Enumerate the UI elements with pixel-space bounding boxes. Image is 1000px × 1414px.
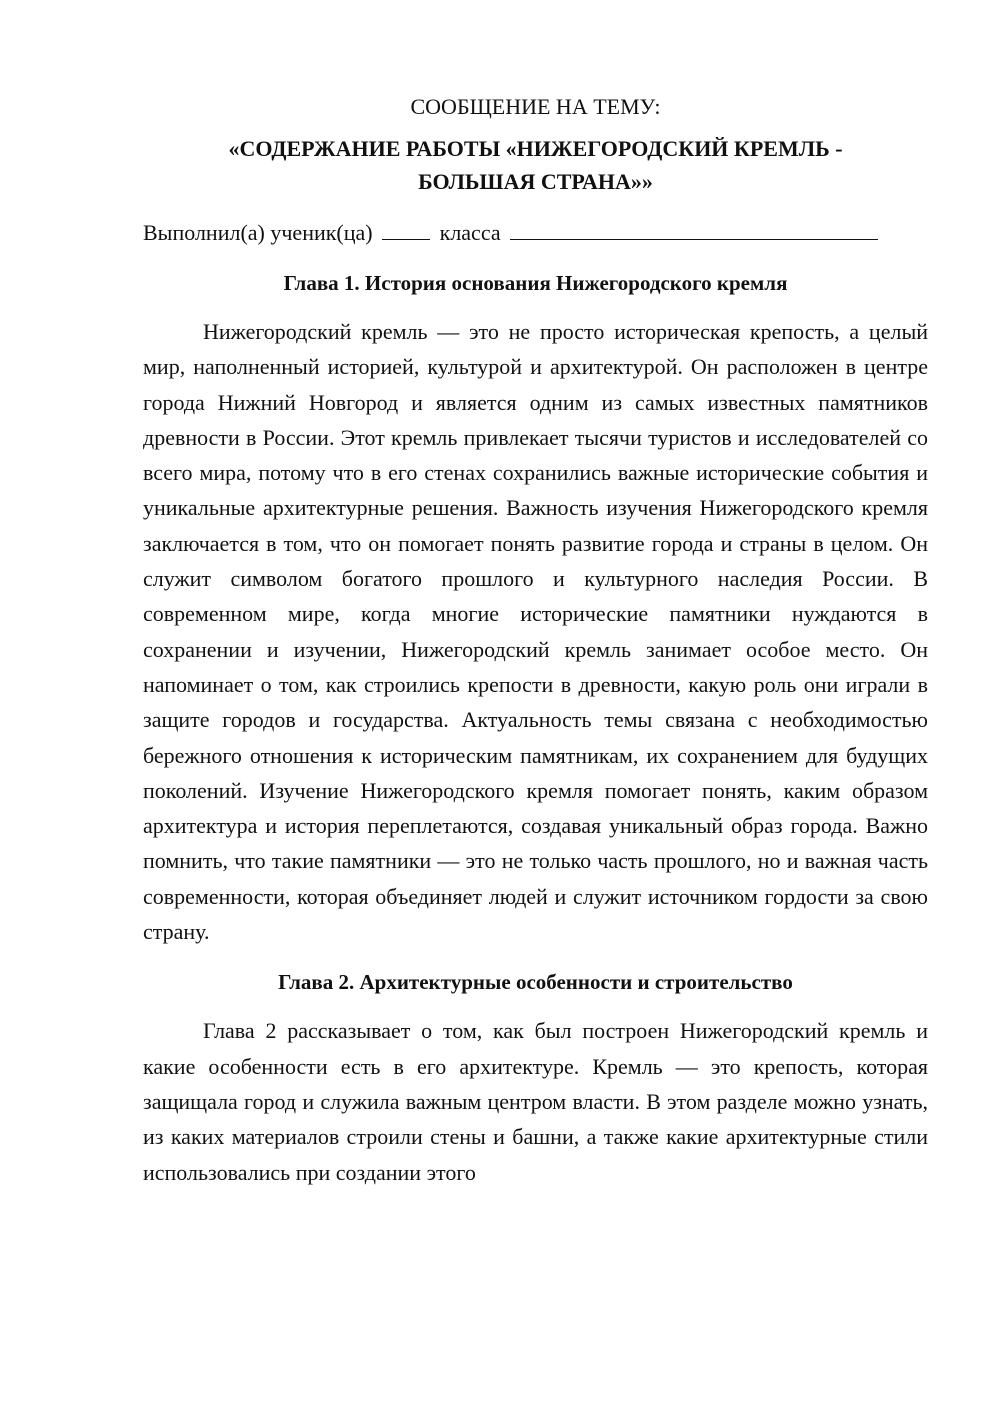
class-blank-field [382,218,430,240]
document-label: СООБЩЕНИЕ НА ТЕМУ: [410,94,661,119]
chapter-1-heading: Глава 1. История основания Нижегородского кремля [283,271,788,295]
author-line [143,218,928,248]
document-title [143,132,928,198]
chapter-2-paragraph: Глава 2 рассказывает о том, как был построен Нижегородский кремль и какие особенности есть в его архитектуре. Кремль — это крепость, которая защищала город и служила важным центром власти. В этом разделе можно узнать, из каких материалов строили стены и башни, а также какие архитектурные стили использовались при создании этого [143,1018,928,1185]
name-blank-field [510,218,878,240]
author-prefix: Выполнил(а) ученик(ца) [143,220,373,245]
chapter-1-paragraph: Нижегородский кремль — это не просто историческая крепость, а целый мир, наполненный историей, культурой и архитектурой. Он расположен в центре города Нижний Новгород и является одним из самых известных памятников древности в России. Этот кремль привлекает тысячи туристов и исследователей со всего мира, потому что в его стенах сохранились важные исторические события и уникальные архитектурные решения. Важность изучения Нижегородского кремля заключается в том, что он помогает понять развитие города и страны в целом. Он служит символом богатого прошлого и культурного наследия России. В современном мире, когда многие исторические памятники нуждаются в сохранении и изучении, Нижегородский кремль занимает особое место. Он напоминает о том, как строились крепости в древности, какую роль они играли в защите городов и государства. Актуальность темы связана с необходимостью бережного отношения к историческим памятникам, их сохранением для будущих поколений. Изучение Нижегородского кремля помогает понять, каким образом архитектура и история переплетаются, создавая уникальный образ города. Важно помнить, что такие памятники — это не только часть прошлого, но и важная часть современности, которая объединяет людей и служит источником гордости за свою страну. [143,319,928,945]
document-title-line-1: «СОДЕРЖАНИЕ РАБОТЫ «НИЖЕГОРОДСКИЙ КРЕМЛЬ - [228,136,843,161]
chapter-2-heading: Глава 2. Архитектурные особенности и строительство [278,970,793,995]
document-title-line-2: БОЛЬШАЯ СТРАНА»» [418,169,653,194]
document-page [143,92,928,1190]
class-word: класса [439,220,501,245]
